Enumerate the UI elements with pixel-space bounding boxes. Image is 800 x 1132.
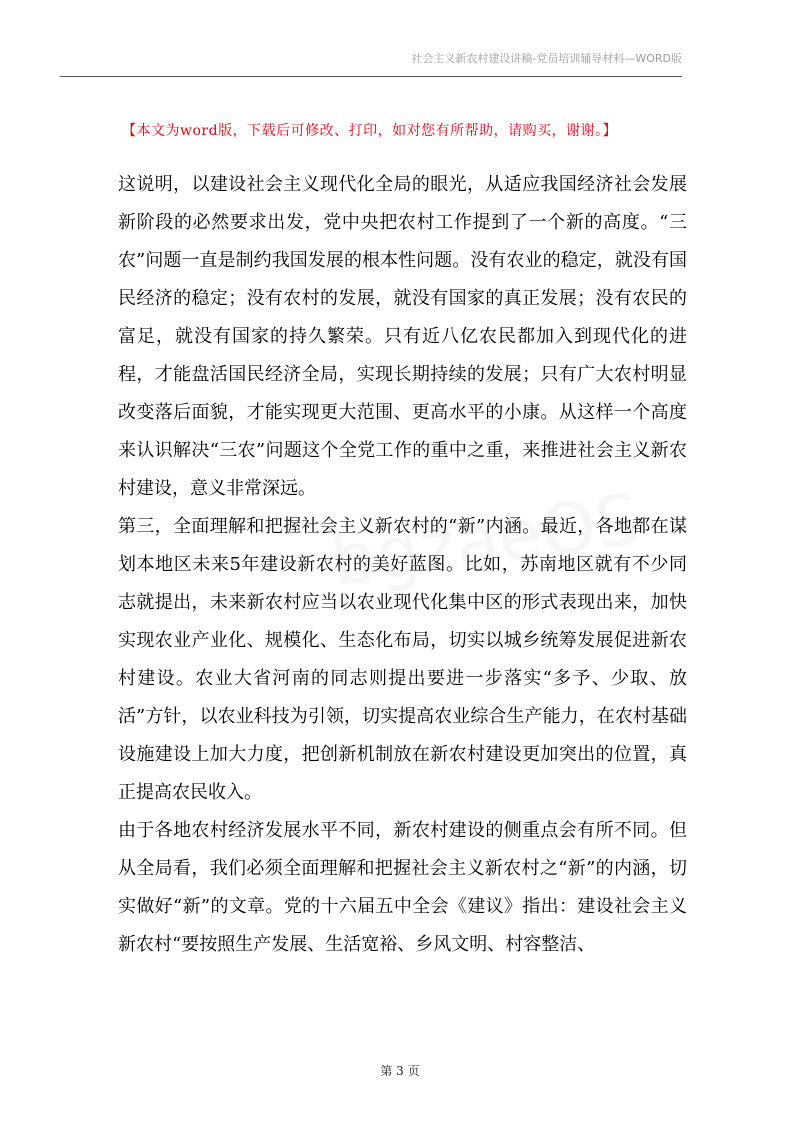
paragraph-3: 由于各地农村经济发展水平不同，新农村建设的侧重点会有所不同。但从全局看，我们必须全面理解和把握社会主义新农村之“新”的内涵，切实做好“新”的文章。党的十六届五中全会《建议》指出：建设社会主义新农村“要按照生产发展、生活宽裕、乡风文明、村容整洁、 xyxy=(118,820,687,955)
page-number: 第 3 页 xyxy=(380,1064,420,1078)
header-title: 社会主义新农村建设讲稿-党员培训辅导材料—WORD版 xyxy=(411,52,682,65)
purchase-notice: 【本文为word版，下载后可修改、打印，如对您有所帮助，请购买，谢谢。】 xyxy=(122,123,618,139)
page-footer xyxy=(0,1062,800,1079)
document-body xyxy=(118,166,687,964)
paragraph-1: 这说明，以建设社会主义现代化全局的眼光，从适应我国经济社会发展新阶段的必然要求出发，党中央把农村工作提到了一个新的高度。“三农”问题一直是制约我国发展的根本性问题。没有农业的稳定，就没有国民经济的稳定；没有农村的发展，就没有国家的真正发展；没有农民的富足，就没有国家的持久繁荣。只有近八亿农民都加入到现代化的进程，才能盘活国民经济全局，实现长期持续的发展；只有广大农村明显改变落后面貌，才能实现更大范围、更高水平的小康。从这样一个高度来认识解决“三农”问题这个全党工作的重中之重，来推进社会主义新农村建设，意义非常深远。 xyxy=(118,174,687,499)
page-header xyxy=(60,52,682,77)
paragraph-2: 第三，全面理解和把握社会主义新农村的“新”内涵。最近，各地都在谋划本地区未来5年建设新农村的美好蓝图。比如，苏南地区就有不少同志就提出，未来新农村应当以农业现代化集中区的形式表现出来，加快实现农业产业化、规模化、生态化布局，切实以城乡统筹发展促进新农村建设。农业大省河南的同志则提出要进一步落实“多予、少取、放活”方针，以农业科技为引领，切实提高农业综合生产能力，在农村基础设施建设上加大力度，把创新机制放在新农村建设更加突出的位置，真正提高农民收入。 xyxy=(118,516,687,803)
